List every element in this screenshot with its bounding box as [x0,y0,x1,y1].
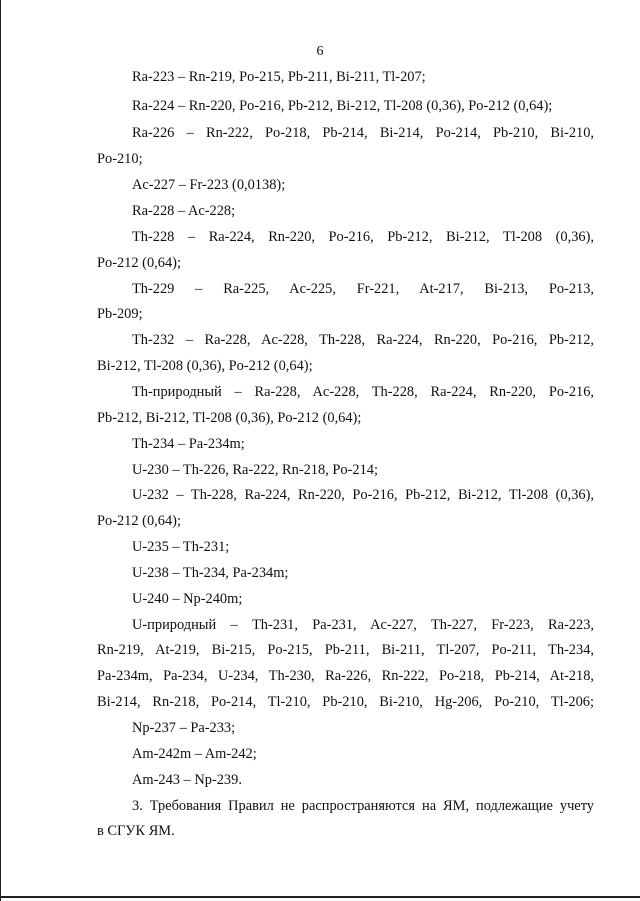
text-line: Bi-212, Tl-208 (0,36), Po-212 (0,64); [97,358,313,374]
text-line: U-240 – Np-240m; [132,591,243,607]
text-line: Ra-224 – Rn-220, Po-216, Pb-212, Bi-212, Tl-208 (0,36), Po-212 (0,64); [132,98,553,114]
text-line: Th-229 – Ra-225, Ac-225, Fr-221, At-217, Bi-213, Po-213, [132,281,594,297]
text-line: Th-228 – Ra-224, Rn-220, Po-216, Pb-212, Bi-212, Tl-208 (0,36), [132,229,594,245]
scan-left-edge [0,0,1,901]
text-line: U-232 – Th-228, Ra-224, Rn-220, Po-216, Pb-212, Bi-212, Tl-208 (0,36), [132,487,594,503]
text-line: Ra-223 – Rn-219, Po-215, Pb-211, Bi-211, Tl-207; [132,69,426,85]
text-line: Th-природный – Ra-228, Ac-228, Th-228, Ra-224, Rn-220, Po-216, [132,384,594,400]
text-line: 3. Требования Правил не распространяются на ЯМ, подлежащие учету [132,798,594,814]
text-line: Po-212 (0,64); [97,513,181,529]
text-line: Pb-209; [97,306,143,322]
text-line: Np-237 – Pa-233; [132,720,236,736]
text-line: Po-212 (0,64); [97,255,181,271]
text-line: Ra-226 – Rn-222, Po-218, Pb-214, Bi-214, Po-214, Pb-210, Bi-210, [132,125,594,141]
text-line: Rn-219, At-219, Bi-215, Po-215, Pb-211, Bi-211, Tl-207, Po-211, Th-234, [97,642,594,658]
text-line: U-230 – Th-226, Ra-222, Rn-218, Po-214; [132,462,378,478]
text-line: Pb-212, Bi-212, Tl-208 (0,36), Po-212 (0,64); [97,410,362,426]
text-line: в СГУК ЯМ. [97,823,175,839]
text-line: U-природный – Th-231, Pa-231, Ac-227, Th-227, Fr-223, Ra-223, [132,617,594,633]
page-number: 6 [316,44,324,59]
text-line: Ra-228 – Ac-228; [132,203,236,219]
text-line: Th-234 – Pa-234m; [132,436,245,452]
text-line: U-238 – Th-234, Pa-234m; [132,565,289,581]
text-line: Bi-214, Rn-218, Po-214, Tl-210, Pb-210, Bi-210, Hg-206, Po-210, Tl-206; [97,694,594,710]
text-line: U-235 – Th-231; [132,539,230,555]
text-line: Am-243 – Np-239. [132,772,242,788]
text-line: Po-210; [97,151,143,167]
text-line: Th-232 – Ra-228, Ac-228, Th-228, Ra-224, Rn-220, Po-216, Pb-212, [132,332,594,348]
scan-bottom-edge [0,896,640,898]
text-line: Ac-227 – Fr-223 (0,0138); [132,177,286,193]
text-line: Am-242m – Am-242; [132,746,257,762]
text-line: Pa-234m, Pa-234, U-234, Th-230, Ra-226, Rn-222, Po-218, Pb-214, At-218, [97,668,594,684]
